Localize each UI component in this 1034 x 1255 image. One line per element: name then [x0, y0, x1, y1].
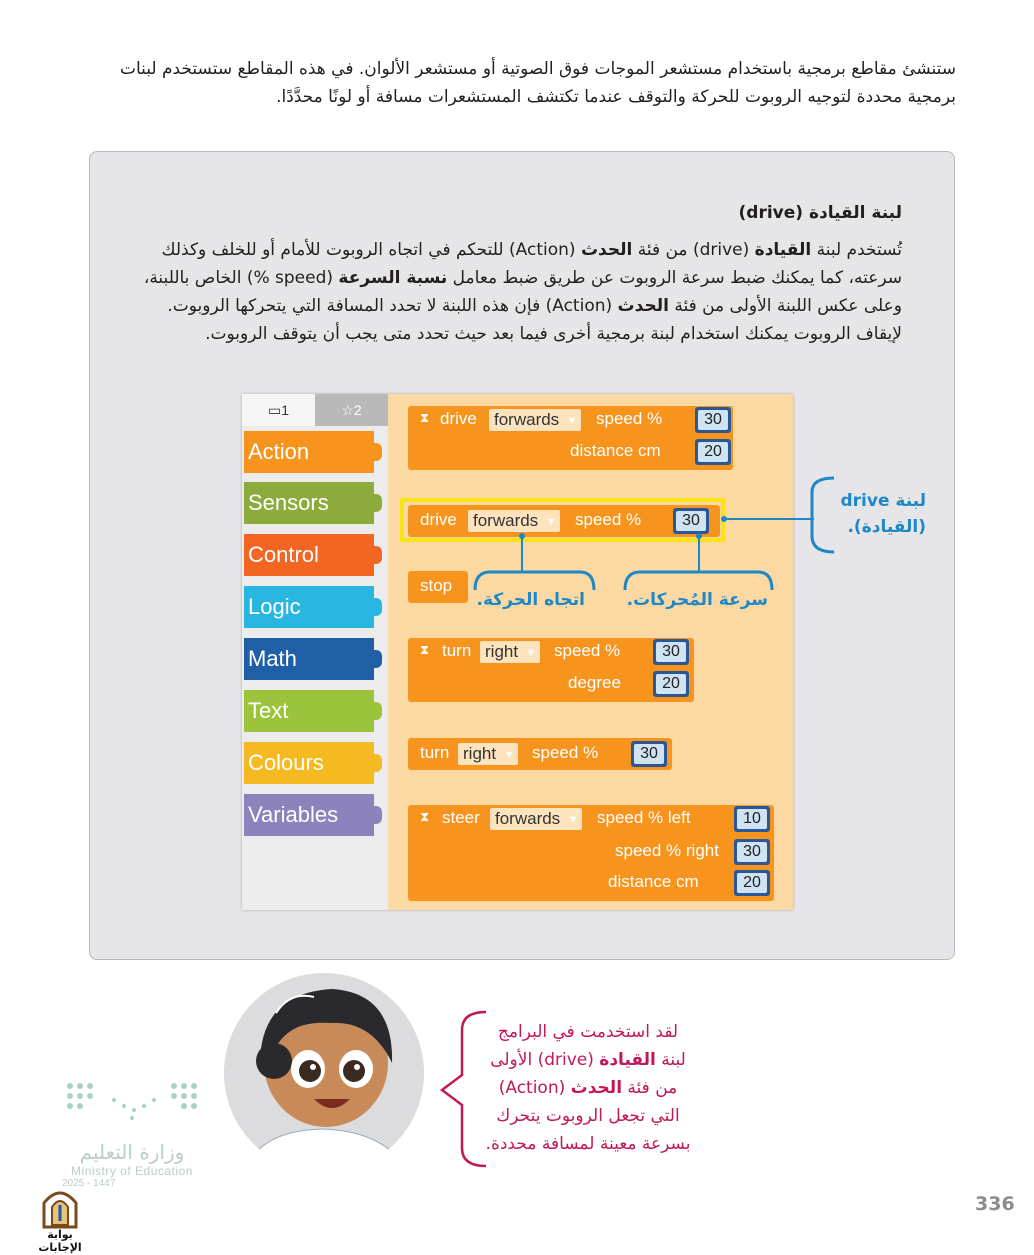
degree-input[interactable]: 20 [653, 671, 689, 697]
degree-label: degree [568, 673, 621, 692]
block-keyword: steer [442, 808, 480, 827]
speed-label: speed % [532, 743, 599, 762]
hourglass-icon: ⧗ [420, 410, 430, 425]
girl-character-avatar [222, 971, 426, 1175]
speed-label: speed % [596, 409, 663, 428]
right-speed-label: speed % right [615, 841, 719, 860]
speed-label: speed % [575, 510, 642, 529]
category-sensors[interactable]: Sensors [244, 482, 374, 524]
gateway-logo-text: بوابة الإجابات [38, 1228, 82, 1254]
drive-block-callout: لبنة drive (القيادة). [840, 491, 926, 537]
motor-speed-callout: سرعة المُحركات. [626, 590, 768, 610]
ministry-logo: وزارة التعليم Ministry of Education 2025 - 1447 [62, 1140, 193, 1189]
block-keyword: stop [420, 576, 453, 595]
category-action[interactable]: Action [244, 431, 374, 473]
left-speed-input[interactable]: 10 [734, 806, 770, 832]
block-keyword: drive [420, 510, 457, 529]
direction-dropdown[interactable]: right ▾ [458, 743, 518, 765]
tab-1[interactable]: ▭1 [242, 394, 315, 426]
block-keyword: turn [442, 641, 472, 660]
tab-2[interactable]: ☆2 [315, 394, 388, 426]
direction-dropdown[interactable]: forwards ▾ [490, 808, 582, 830]
distance-input[interactable]: 20 [695, 439, 731, 465]
block-keyword: drive [440, 409, 477, 428]
gateway-logo-icon [40, 1185, 80, 1229]
hourglass-icon: ⧗ [420, 809, 430, 824]
direction-callout: اتجاه الحركة. [476, 590, 585, 610]
block-keyword: turn [420, 743, 450, 762]
direction-dropdown[interactable]: forwards ▾ [468, 510, 560, 532]
intro-paragraph: ستنشئ مقاطع برمجية باستخدام مستشعر الموجات فوق الصوتية أو مستشعر الألوان. في هذه المقاطع ستستخدم لبنات برمجية محددة لتوجيه الروبوت للحركة والتوقف عندما تكتشف المستشعرات مسافة أو لونًا محدَّدًا. [119, 59, 956, 107]
hourglass-icon: ⧗ [420, 642, 430, 657]
speed-input[interactable]: 30 [631, 741, 667, 767]
distance-label: distance cm [570, 441, 661, 460]
left-speed-label: speed % left [597, 808, 691, 827]
direction-dropdown[interactable]: forwards ▾ [489, 409, 581, 431]
section-title: لبنة القيادة (drive) [738, 203, 902, 223]
page-number: 336 [975, 1193, 1015, 1215]
speed-input[interactable]: 30 [695, 407, 731, 433]
speed-input[interactable]: 30 [653, 639, 689, 665]
ministry-logo-dots [62, 1078, 202, 1128]
category-variables[interactable]: Variables [244, 794, 374, 836]
section-body: تُستخدم لبنة القيادة (drive) من فئة الحدث (Action) للتحكم في اتجاه الروبوت للأمام أو للخلف وكذلك سرعته، كما يمكنك ضبط سرعة الروبوت عن طريق ضبط معامل نسبة السرعة (speed %) الخاص باللبنة، وعلى عكس اللبنة الأولى من فئة الحدث (Action) فإن هذه اللبنة لا تحدد المسافة التي يتحركها الروبوت. لإيقاف الروبوت يمكنك استخدام لبنة برمجية أخرى فيما بعد حيث تحدد متى يجب أن يتوقف الروبوت. [143, 240, 902, 344]
speed-label: speed % [554, 641, 621, 660]
right-speed-input[interactable]: 30 [734, 839, 770, 865]
category-control[interactable]: Control [244, 534, 374, 576]
category-text[interactable]: Text [244, 690, 374, 732]
category-colours[interactable]: Colours [244, 742, 374, 784]
direction-dropdown[interactable]: right ▾ [480, 641, 540, 663]
distance-label: distance cm [608, 872, 699, 891]
speech-bubble-text: لقد استخدمت في البرامج لبنة القيادة (drive) الأولى من فئة الحدث (Action) التي تجعل الروبوت يتحرك بسرعة معينة لمسافة محددة. [485, 1022, 691, 1154]
category-logic[interactable]: Logic [244, 586, 374, 628]
category-math[interactable]: Math [244, 638, 374, 680]
speed-input[interactable]: 30 [673, 508, 709, 534]
distance-input[interactable]: 20 [734, 870, 770, 896]
